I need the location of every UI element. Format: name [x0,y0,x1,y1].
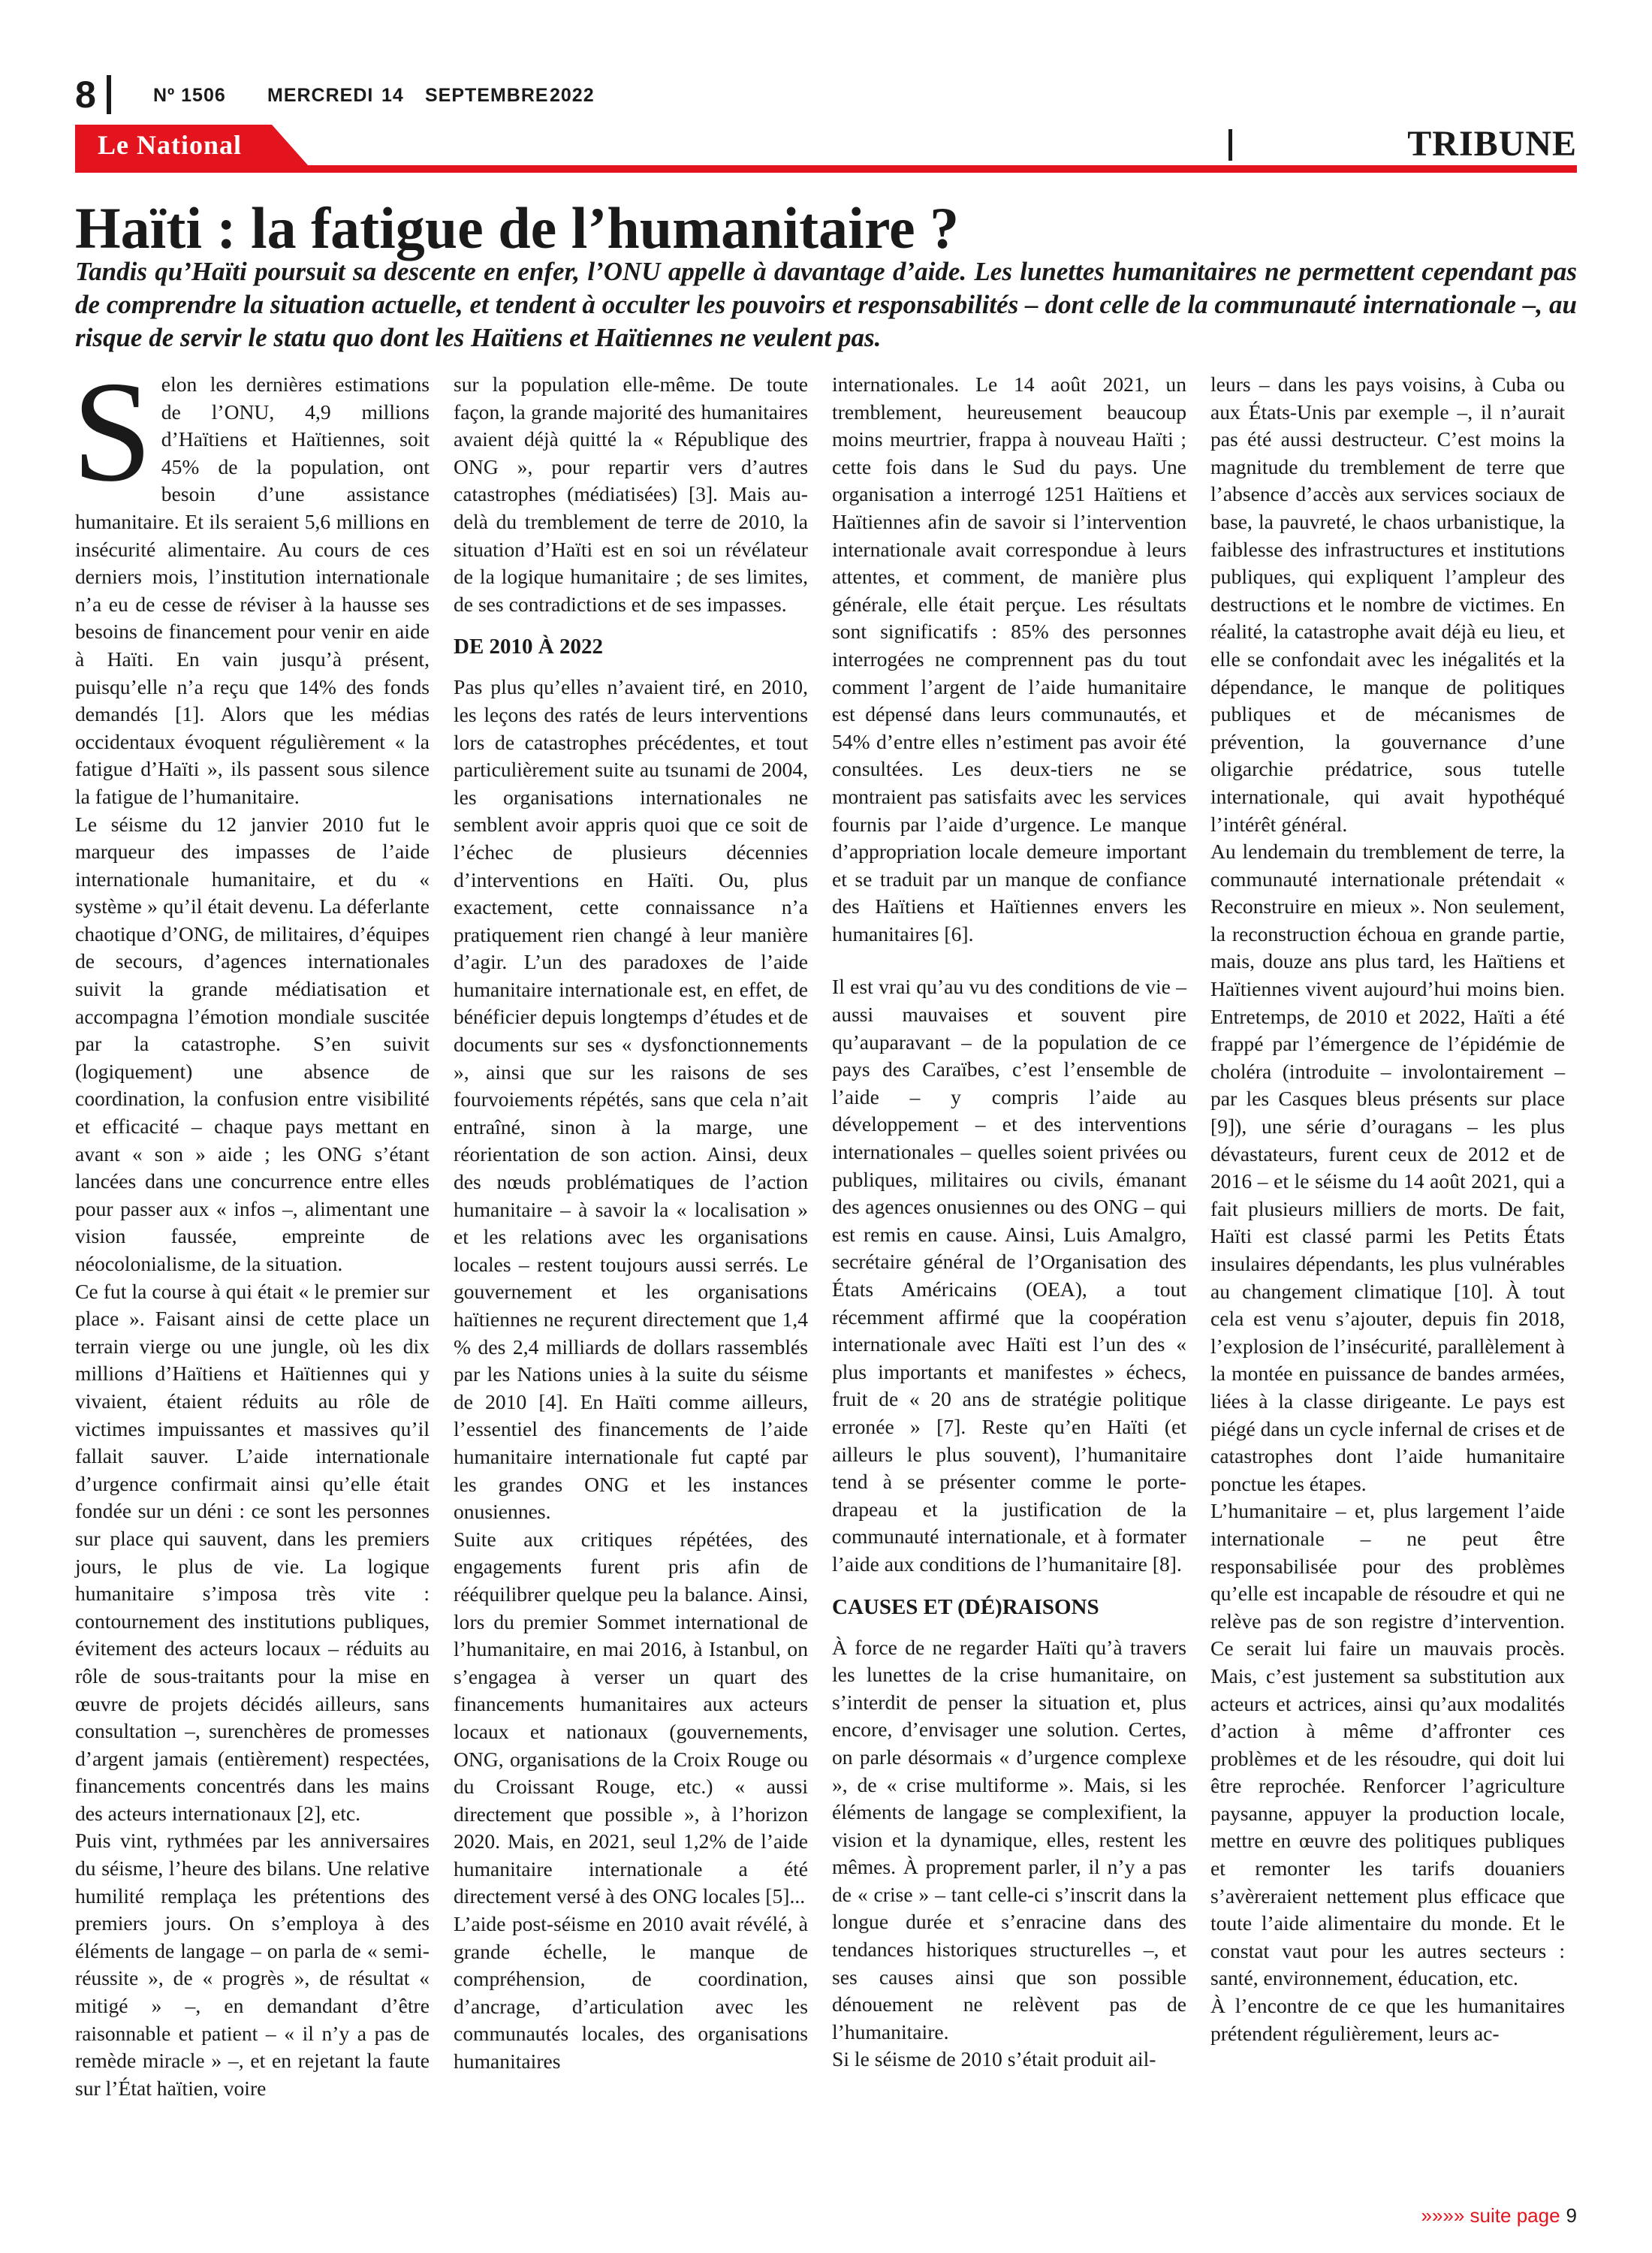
article-column-1 [72,351,430,2155]
paragraph: Suite aux critiques répétées, des engagements furent pris afin de rééquilibrer quelque peu la balance. Ainsi, lors du premier Sommet international de l’humanitaire, en mai 2016, à Istanbul, on s’engagea à verser un quart des financements humanitaires aux acteurs locaux et nationaux (gouvernements, ONG, organisations de la Croix Rouge ou du Croissant Rouge, etc.) « aussi directement que possible », à l’horizon 2020. Mais, en 2021, seul 1,2% de l’aide humanitaire internationale a été directement versé à des ONG locales [5]... [454,1527,808,1908]
paragraph: sur la population elle-même. De toute façon, la grande majorité des humanitaires avaient déjà quitté la « République des ONG », pour repartir vers d’autres catastrophes (médiatisées) [3]. Mais au-delà du tremblement de terre de 2010, la situation d’Haïti est en soi un révélateur de la logique humanitaire ; de ses limites, de ses contradictions et de ses impasses. [454,372,808,616]
paragraph: Puis vint, rythmées par les anniversaires du séisme, l’heure des bilans. Une relative humilité remplaça les prétentions des premiers jours. On s’employa à des éléments de langage – on parla de « semi-réussite », de « progrès », de résultat « mitigé » –, en demandant d’être raisonnable et patient – « il n’y a pas de remède miracle » –, et en rejetant la faute sur l’État haïtien, voire [75,1829,430,2100]
paragraph: Ce fut la course à qui était « le premier sur place ». Faisant ainsi de cette place un terrain vierge ou une jungle, où les dix millions d’Haïtiens et Haïtiennes qui y vivaient, étaient réduits au rôle de victimes impuissantes et massives qu’il fallait sauver. L’aide internationale d’urgence confirmait ainsi qu’elle était fondée sur un déni : ce sont les personnes sur place qui sauvent, dans les premiers jours, le plus de vie. La logique humanitaire s’imposa très vite : contournement des institutions publiques, évitement des acteurs locaux – réduits au rôle de sous-traitants pour la mise en œuvre de projets décidés ailleurs, sans consultation –, surenchères de promesses d’argent jamais (entièrement) respectées, financements concentrés dans les mains des acteurs internationaux [2], etc. [75,1279,430,1825]
continued-on-page[interactable] [1421,2203,1577,2227]
paragraph: leurs – dans les pays voisins, à Cuba ou aux États-Unis par exemple –, il n’aurait pas été aussi destructeur. C’est moins la magnitude du tremblement de terre que l’absence d’accès aux services sociaux de base, la pauvreté, le chaos urbanistique, la faiblesse des infrastructures et institutions publiques, qui expliquent l’ampleur des destructions et le nombre de victimes. En réalité, la catastrophe avait déjà eu lieu, et elle se confondait avec les inégalités et la dépendance, le manque de politiques publiques et de mécanismes de prévention, la gouvernance d’une oligarchie prédatrice, sous tutelle internationale, qui avait hypothéqué l’intérêt général. [1210,372,1565,836]
paragraph: Pas plus qu’elles n’avaient tiré, en 2010, les leçons des ratés de leurs interventions lors de catastrophes précédentes, et tout particulièrement suite au tsunami de 2004, les organisations internationales ne semblent avoir appris quoi que ce soit de l’échec de plusieurs décennies d’interventions en Haïti. Ou, plus exactement, cette connaissance n’a pratiquement rien changé à leur manière d’agir. L’un des paradoxes de l’aide humanitaire internationale est, en effet, de bénéficier depuis longtemps d’études et de documents sur ses « dysfonctionnements », ainsi que sur les raisons de ses fourvoiements répétés, sans que cela n’ait entraîné, sinon à la marge, une réorientation de son action. Ainsi, deux des nœuds problématiques de l’action humanitaire – à savoir la « localisation » et les relations avec les organisations locales – restent toujours aussi serrés. Le gouvernement et les organisations haïtiennes ne reçurent directement que 1,4 % des 2,4 milliards de dollars rassemblés par les Nations unies à la suite du séisme de 2010 [4]. En Haïti comme ailleurs, l’essentiel des financements de l’aide humanitaire internationale fut capté par les grandes ONG et les instances onusiennes. [454,675,808,1524]
issue-number: Nº 1506 [153,85,226,106]
article-title: Haïti : la fatigue de l’humanitaire ? [75,195,960,261]
page-header [75,72,1577,117]
year: 2022 [550,85,595,106]
paragraph-gap [832,948,1186,973]
drop-cap: S [72,351,152,511]
month: SEPTEMBRE [425,85,549,106]
page-number-divider [107,75,111,114]
section-title: TRIBUNE [1407,124,1577,164]
continued-label: »»»» suite page [1421,2204,1560,2227]
article-lede: Tandis qu’Haïti poursuit sa descente en enfer, l’ONU appelle à davantage d’aide. Les lunettes humanitaires ne permettent cependant pas de comprendre la situation actuelle, et tendent à occulter les pouvoirs et responsabilités – dont celle de la communauté internationale –, au risque de servir le statu quo dont les Haïtiens et Haïtiennes ne veulent pas. [75,257,1577,352]
page-number: 8 [75,74,96,116]
subheading: CAUSES ET (DÉ)RAISONS [832,1594,1099,1619]
paragraph: À force de ne regarder Haïti qu’à travers les lunettes de la crise humanitaire, on s’interdit de penser la situation et, plus encore, d’envisager une solution. Certes, on parle désormais « d’urgence complexe », de « crise multiforme ». Mais, si les éléments de langage se complexifient, la vision et la dynamique, elles, restent les mêmes. À proprement parler, il n’y a pas de « crise » – tant celle-ci s’inscrit dans la longue durée et s’enracine dans des tendances historiques structurelles –, et ses causes ainsi que son possible dénouement ne relèvent pas de l’humanitaire. [832,1635,1186,2043]
article-column-3 [832,371,1186,2155]
section-divider [1228,129,1232,161]
paragraph: L’humanitaire – et, plus largement l’aide internationale – ne peut être responsabilisée pour des problèmes qu’elle est incapable de résoudre et qui ne relève pas de son registre d’intervention. Ce serait lui faire un mauvais procès. Mais, c’est justement sa substitution aux acteurs et actrices, ainsi qu’aux modalités d’action à même d’affronter ces problèmes et de les résoudre, qui doit lui être reprochée. Renforcer l’agriculture paysanne, appuyer la production locale, mettre en œuvre des politiques publiques et remonter les tarifs douaniers s’avèreraient nettement plus efficace que toute l’aide alimentaire du monde. Et le constat vaut pour les autres secteurs : santé, environnement, éducation, etc. [1210,1499,1565,1990]
paragraph: L’aide post-séisme en 2010 avait révélé, à grande échelle, le manque de compréhension, de coordination, d’ancrage, d’articulation avec les communautés locales, des organisations humanitaires [454,1912,808,2074]
day: 14 [381,85,404,106]
newspaper-logo: Le National [98,130,243,160]
paragraph: internationales. Le 14 août 2021, un tremblement, heureusement beaucoup moins meurtrier, frappa à nouveau Haïti ; cette fois dans le Sud du pays. Une organisation a interrogé 1251 Haïtiens et Haïtiennes afin de savoir si l’intervention internationale avait correspondue à leurs attentes, et comment, de manière plus générale, elle était perçue. Les résultats sont significatifs : 85% des personnes interrogées ne comprennent pas du tout comment l’argent de l’aide humanitaire est dépensé dans leurs communautés, et 54% d’entre elles n’estiment pas avoir été consultées. Les deux-tiers ne se montraient pas satisfaits avec les services fournis par l’aide d’urgence. Le manque d’appropriation locale demeure important et se traduit par un manque de confiance des Haïtiens et Haïtiennes envers les humanitaires [6]. [832,372,1186,946]
paragraph: Au lendemain du tremblement de terre, la communauté internationale prétendait « Reconstruire en mieux ». Non seulement, la reconstruction échoua en grande partie, mais, douze ans plus tard, les Haïtiens et Haïtiennes vivent aujourd’hui moins bien. Entretemps, de 2010 et 2022, Haïti a été frappé par l’émergence de l’épidémie de choléra (introduite – involontairement – par les Casques bleus présents sur place [9]), une série d’ouragans – les plus dévastateurs, furent ceux de 2012 et de 2016 – et le séisme du 14 août 2021, qui a fait plusieurs milliers de morts. De fait, Haïti est classé parmi les Petits États insulaires dépendants, les plus vulnérables au changement climatique [10]. À tout cela est venu s’ajouter, depuis fin 2018, l’explosion de l’insécurité, parallèlement à la montée en puissance de bandes armées, liées à la classe dirigeante. Le pays est piégé dans un cycle infernal de crises et de catastrophes dont l’aide humanitaire ponctue les étapes. [1210,840,1565,1495]
article-column-2 [454,371,808,2155]
section-band [75,125,1577,174]
paragraph [72,351,430,811]
paragraph: À l’encontre de ce que les humanitaires prétendent régulièrement, leurs ac- [1210,1994,1565,2045]
paragraph-text: elon les dernières estimations de l’ONU, 4,9 millions d’Haïtiens et Haïtiennes, soit 45% de la population, ont besoin d’une assistance humanitaire. Et ils seraient 5,6 millions en insécurité alimentaire. Au cours de ces derniers mois, l’institution internationale n’a eu de cesse de réviser à la hausse ses besoins de financement pour venir en aide à Haïti. En vain jusqu’à présent, puisqu’elle n’a reçu que 14% des fonds demandés [1]. Alors que les médias occidentaux évoquent régulièrement « la fatigue d’Haïti », ils passent sous silence la fatigue de l’humanitaire. [75,372,430,808]
paragraph: Il est vrai qu’au vu des conditions de vie – aussi mauvaises et souvent pire qu’auparavant – de la population de ce pays des Caraïbes, c’est l’ensemble de l’aide – y compris l’aide au développement – et des interventions internationales – quelles soient privées ou publiques, militaires ou civils, émanant des agences onusiennes ou des ONG – qui est remis en cause. Ainsi, Luis Amalgro, secrétaire général de l’Organisation des États Américains (OEA), a tout récemment affirmé que la coopération internationale avec Haïti est l’un des « plus importants et manifestes » échecs, fruit de « 20 ans de stratégie politique erronée » [7]. Reste qu’en Haïti (et ailleurs le plus souvent), l’humanitaire tend à se présenter comme le porte-drapeau et la justification de la communauté internationale, et à formater l’aide aux conditions de l’humanitaire [8]. [832,975,1186,1576]
header-rule [75,165,1577,173]
article-column-4 [1210,371,1565,2155]
paragraph: Si le séisme de 2010 s’était produit ail- [832,2047,1156,2071]
weekday: MERCREDI [267,85,374,106]
continued-page-number: 9 [1566,2204,1577,2227]
paragraph: Le séisme du 12 janvier 2010 fut le marqueur des impasses de l’aide internationale humanitaire, et du « système » qu’il était devenu. La déferlante chaotique d’ONG, de militaires, d’équipes de secours, d’agences internationales suivit la grande médiatisation et accompagna l’émotion mondiale suscitée par la catastrophe. S’en suivit (logiquement) une absence de coordination, la confusion entre visibilité et efficacité – chaque pays mettant en avant « son » aide ; les ONG s’étant lancées dans une concurrence entre elles pour passer aux « infos –, alimentant une vision faussée, empreinte de néocolonialisme, de la situation. [75,812,430,1275]
subheading: DE 2010 À 2022 [454,635,603,659]
